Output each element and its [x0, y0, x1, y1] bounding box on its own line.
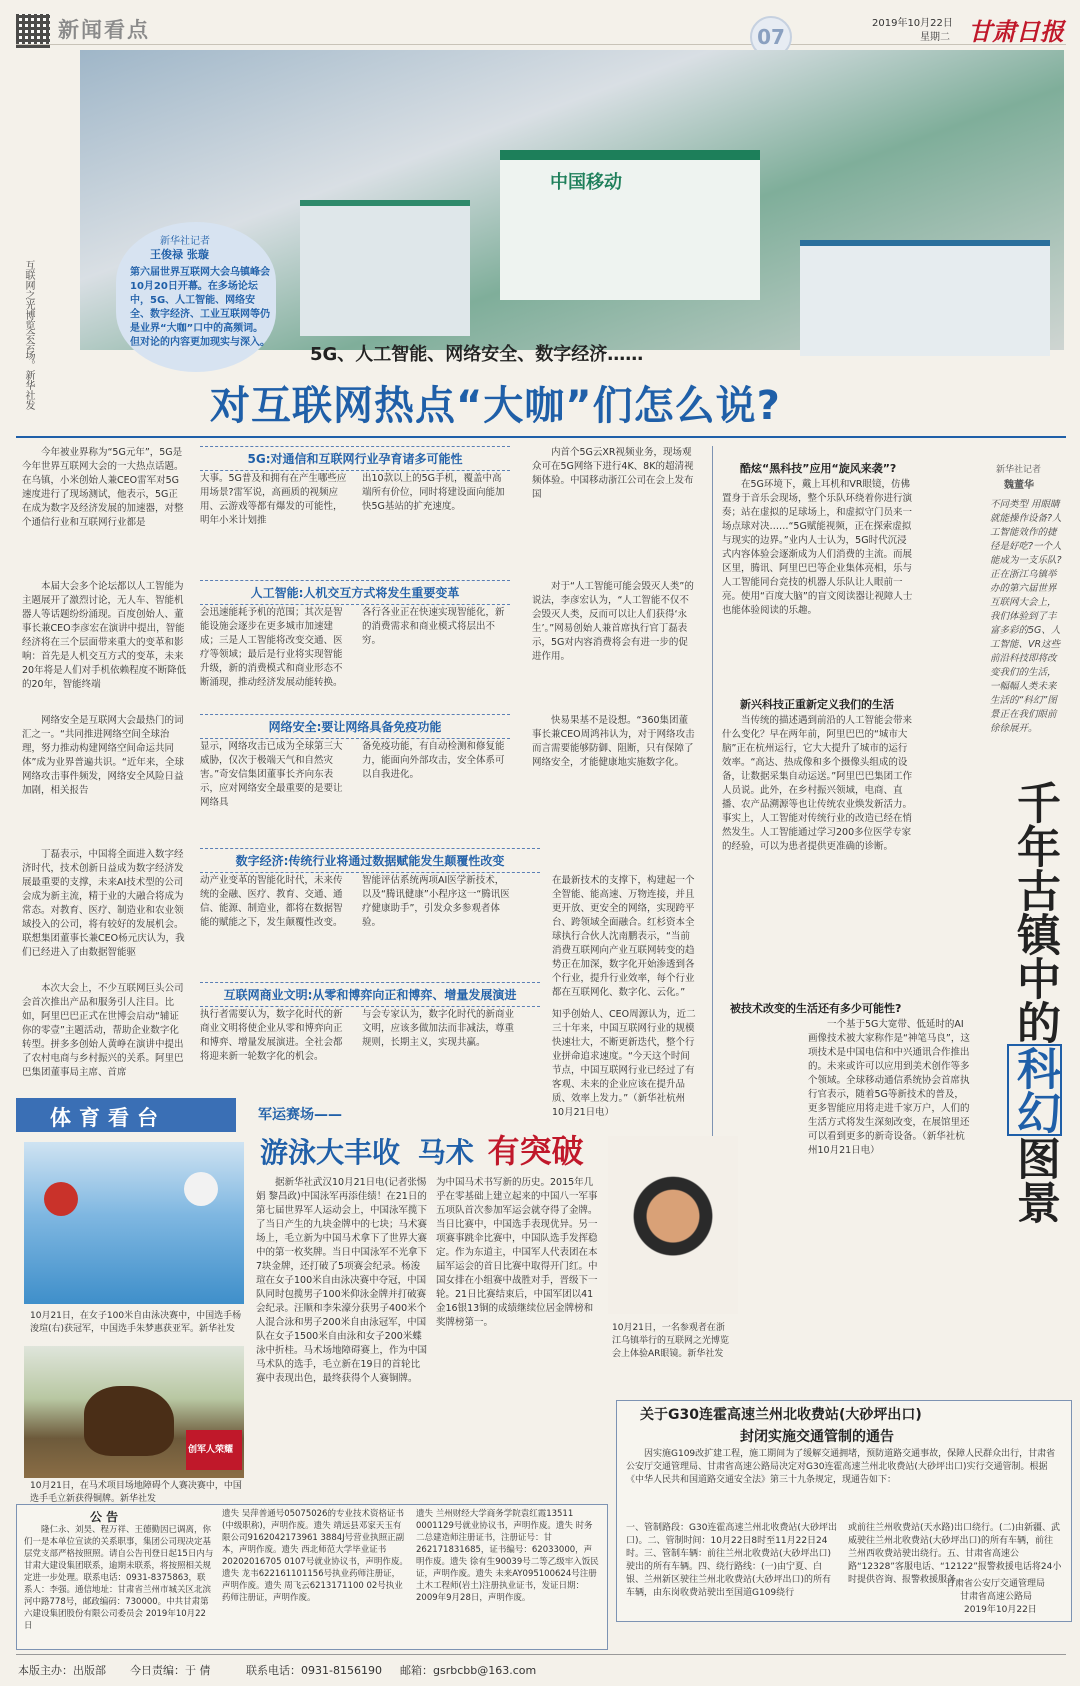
c2-band1: 大事。5G普及和拥有在产生哪些应用场景?雷军说，高画质的视频应用、云游戏等都有爆发的可能性，明年小米计划推 — [200, 473, 347, 526]
c3-band5: 与会专家认为，数字化时代的新商业文明，应该多做加法而非减法，尊重规则，长期主义，实现共赢。 — [362, 1009, 515, 1048]
masthead-logo: 甘肃日报 — [968, 17, 1064, 46]
reporter-names: 王俊禄 张璇 — [150, 248, 209, 261]
c2-band4: 动产业变革的智能化时代，未来传统的金融、医疗、教育、交通、通信、能源、制造业，都将在数据智能的赋能之下，发生颠覆性改变。 — [200, 875, 343, 928]
page-number: 07 — [757, 25, 785, 49]
booth-wall — [500, 150, 760, 300]
sports-banner — [16, 1098, 236, 1132]
c1-band1: 今年被业界称为“5G元年”，5G是今年世界互联网大会的一大热点话题。在乌镇，小米创始人兼CEO雷军对5G速度进行了现场测试，他表示，5G正在成为数字及经济发展的加速器，对整个通信行业和互联网行业都是 — [22, 447, 184, 528]
g30-sign2: 甘肃省高速公路局 — [960, 1592, 1033, 1602]
sports-col1: 据新华社武汉10月21日电(记者张惕娟 黎昌政)中国泳军再添佳绩！在21日的第七届世界军人运动会上，中国泳军揽下了当日产生的九块金牌中的七块；马术赛场上，毛立新为中国马术拿下了世界大赛中的第一枚奖牌。当日中国泳军不光拿下7块金牌，还打破了5项赛会纪录。杨浚瑄在女子100米自由泳决赛中夺冠，中国队同时包揽男子100米仰泳金牌并打破赛会纪录。汪顺和李朱濠分获男子400米个人混合泳和男子200米自由泳冠军，中国队在女子1500米自由泳和女子200米蝶泳中折桂。马术场地障碍赛上，作为中国马术队的选手，毛立新在19日的首轮比赛中表现出色，最终获得个人赛铜牌。 — [256, 1177, 428, 1384]
right-sec2-title: 新兴科技正重新定义我们的生活 — [740, 698, 894, 711]
sports-headline — [260, 1126, 584, 1172]
subhead-5g: 5G:对通信和互联网行业孕育诸多可能性 — [200, 446, 510, 471]
c4-band2: 对于“人工智能可能会毁灭人类”的说法，李彦宏认为，“人工智能不仅不会毁灭人类，反而可以让人们获得‘永生’。”网易创始人兼首席执行官丁磊表示，5G对内容消费将会有进一步的促进作用。 — [532, 581, 694, 662]
right-reporter-label: 新华社记者 — [996, 465, 1042, 475]
sports-col2: 为中国马术书写新的历史。2015年几乎在零基础上建立起来的中国八一军事五项队首次参加军运会就夺得了金牌。当日比赛中，中国选手表现优异。另一项赛事跳伞比赛中，中国队选手发挥稳定。作为东道主，中国军人代表团在本届军运会的首日比赛中取得开门红。中国女排在小组赛中战胜对手，晋级下一轮。21日比赛结束后，中国军团以41金16银13铜的成绩继续位居金牌榜和奖牌榜第一。 — [436, 1177, 598, 1328]
c2-band2: 会迅速能耗予机的范围；其次是智能设施会逐步在更多城市加速建成；三是人工智能将改变交通、医疗等领域；最后是行业将实现智能升级，新的消费模式和商业形态不断涌现，推动经济发展动能转换。 — [200, 607, 343, 688]
right-intro: 不同类型 用眼睛就能操作设备?人工智能效作的捷径是好吃?一个人能成为一支乐队?正在浙江乌镇举办的第六届世界互联网大会上，我们体验到了丰富多彩的5G、人工智能、VR这些前沿科技即将改变我们的生活，一幅幅人类未来生活的“科幻”图景正在我们眼前徐徐展开。 — [990, 499, 1062, 734]
right-sec1-title: 酷炫“黑科技”应用“旋风来袭”? — [740, 462, 897, 475]
footer-host: 本版主办：出版部 — [18, 1664, 106, 1677]
sports-headline-b: 马术 — [417, 1136, 474, 1169]
c1-band4: 丁磊表示，中国将全面进入数字经济时代，技术创新日益成为数字经济发展最重要的支撑，未来AI技术型的公司会成为新主流，精于业的大融合将成为常态。对教育、医疗、制造业和农业领域投入的公司，将有较好的发展机会。联想集团董事长兼CEO杨元庆认为，我们已经进入了由数据智能驱 — [22, 849, 185, 958]
announcement-col1: 隆仁永、刘昊、程万祥、王德勤因已调离，你们一是本单位宣读的关系职事，集团公司现决定基层党支部严格按照照。请自公告刊登日起15日内与甘肃大建设集团联系，逾期未联系，将按照相关规定进一步处理。联系电话：0931-8375863，联系人：李强。通信地址：甘肃省兰州市城关区北滨河中路778号，邮政编码：730000。中共甘肃第六建设集团股份有限公司委员会 2019年10月22日 — [24, 1525, 214, 1631]
sports-banner-text: 体育看台 — [50, 1106, 166, 1130]
c4-band3: 快易果基不是设想。“360集团董事长兼CEO周鸿祎认为，对于网络攻击而言需要能够防御、阻断，只有保障了网络安全，才能健康地实施数字化。 — [532, 715, 695, 768]
footer-phone: 联系电话：0931-8156190 — [246, 1664, 382, 1677]
c2-band3: 显示，网络攻击已成为全球第三大威胁，仅次于极端天气和自然灾害。”奇安信集团董事长齐向东表示，应对网络安全最重要的是要让网络具 — [200, 741, 343, 808]
announcement-col2: 遗失 吴萍普通号05075026的专业技术资格证书(中级职称)，声明作废。遗失 靖远县邓家天玉有限公司9162042173961 3884J号营业执照正副本，声明作废。遗失 西北师范大学毕业证书20202016705 0107号就业协议书，声明作废。遗失 龙韦622161101156号执业药师注册证，声明作废。遗失 周飞云6213171100 02号执业药师注册证，声明作废。 — [222, 1509, 408, 1603]
kicker: 5G、人工智能、网络安全、数字经济…… — [310, 344, 644, 365]
c3-band3: 备免疫功能，有自动检测和修复能力，能面向外部攻击，安全体系可以自我进化。 — [362, 741, 505, 780]
subhead-commerce: 互联网商业文明:从零和博弈向正和博弈、增量发展演进 — [200, 982, 540, 1007]
lead-text: 第六届世界互联网大会乌镇峰会10月20日开幕。在多场论坛中，5G、人工智能、网络安全、数字经济、工业互联网等仍是业界“大咖”口中的高频词。但对论的内容更加现实与深入。 — [130, 267, 270, 348]
right-sec2-text: 当传统的描述遇到前沿的人工智能会带来什么变化？早在两年前，阿里巴巴的“城市大脑”正在杭州运行，它大大提升了城市的运行效率。“高达、热成像和多个摄像头组成的设备，让数据采集自动运送。”阿里巴巴集团工作人员说。此外，在乡村振兴领域，电商、直播、农产品溯源等也让传统农业焕发新活力。事实上，人工智能对传统行业的改造已经在悄然发生。人工智能通过学习200多位医学专家的经验，可以为患者提供更准确的诊断。 — [722, 715, 913, 852]
vertical-title-pre: 千年古镇中的 — [1009, 780, 1060, 1044]
c1-band5: 本次大会上，不少互联网巨头公司会首次推出产品和服务引人注目。比如，阿里巴巴正式在世博会启动“辅证你的零壹”主题活动，帮助企业数字化转型。拼多多创始人黄峥在演讲中提出了农村电商与乡村振兴的关系。阿里巴巴集团董事局主席、首席 — [22, 983, 184, 1078]
vertical-title — [980, 780, 1060, 1224]
footer-email: 邮箱：gsrbcbb@163.com — [400, 1664, 537, 1677]
c4-band5: 知乎创始人、CEO周源认为，近二三十年来，中国互联网行业的规模快速壮大，不断更新迭代，整个行业拼命追求速度。“今天这个时间节点，中国互联网行业已经过了有客观、未来的企业应该在提升品质、效率上发力。”（新华社杭州10月21日电） — [552, 1009, 696, 1118]
header-rule — [16, 44, 1066, 45]
qr-code[interactable] — [16, 14, 50, 48]
announcement-title: 公 告 — [90, 1510, 119, 1524]
headline-rule — [16, 436, 1066, 438]
right-reporter-name: 魏董华 — [1004, 480, 1034, 491]
pool-photo — [24, 1142, 244, 1304]
subhead-security: 网络安全:要让网络具备免疫功能 — [200, 714, 510, 739]
g30-title: 关于G30连霍高速兰州北收费站(大砂坪出口) — [640, 1407, 922, 1423]
section-title: 新闻看点 — [58, 18, 150, 42]
c4-band4: 在最新技术的支撑下，构建起一个全智能、能高速、万物连接，并且更开放、更安全的网络，实现跨平台、跨领域全面融合。红杉资本全球执行合伙人沈南鹏表示，“当前消费互联网向产业互联网转变的趋势正在加深，数字化开始渗透到各个行业，提升行业效率，每个行业都在互联网化、数字化、云化。” — [552, 875, 695, 998]
booth-left — [300, 200, 470, 336]
horse-photo — [24, 1346, 244, 1478]
issue-weekday: 星期二 — [920, 32, 950, 43]
c3-band2: 各行各业正在快速实现智能化，新的消费需求和商业模式将层出不穷。 — [362, 607, 505, 646]
right-sec3-title: 被技术改变的生活还有多少可能性? — [730, 1002, 902, 1015]
sports-headline-a: 游泳大丰收 — [260, 1136, 401, 1169]
announcement-col3: 遗失 兰州财经大学商务学院袁红霞13511 0001129号就业协议书，声明作废。遗失 时务二总建造师注册证书，注册证号：甘262171831685，证书编号：62033000，声明作废。遗失 徐有生90039号二等乙级牢入饭民证，声明作废。遗失 未来AY095100624号注册土木工程师(岩土)注册执业证书，发证日期：2009年9月28日，声明作废。 — [416, 1509, 599, 1603]
g30-items-left: 一、管制路段：G30连霍高速兰州北收费站(大砂坪出口)。二、管制时间：10月22日8时至11月22日24时。三、管制车辆：前往兰州北收费站(大砂坪出口)驶出的所有车辆。四、绕行路线：(一)由宁夏、白银、兰州新区驶往兰州北收费站(大砂坪出口)的所有车辆，由东岗收费站驶出至国道G109绕行 — [626, 1523, 837, 1598]
g30-sign1: 甘肃省公安厅交通管理局 — [946, 1579, 1046, 1589]
g30-intro: 因实施G109改扩建工程，施工期间为了缓解交通拥堵，预防道路交通事故，保障人民群众出行，甘肃省公安厅交通管理局、甘肃省高速公路局决定对G30连霍高速兰州北收费站(大砂坪出口)实行交通管制。根据《中华人民共和国道路交通安全法》第三十九条规定，现通告如下： — [626, 1449, 1056, 1485]
booth-right — [800, 240, 1050, 356]
c3-band4: 智能评估系统两项AI医学新技术，以及“腾讯健康”小程序这一“腾讯医疗健康助手”，引发众多参观者体验。 — [362, 875, 510, 928]
horse-caption: 10月21日，在马术项目场地障碍个人赛决赛中，中国选手毛立新获得铜牌。新华社发 — [30, 1481, 242, 1504]
g30-items-right: 或前往兰州收费站(天水路)出口绕行。(二)由新疆、武威驶往兰州北收费站(大砂坪出口)的所有车辆，前往兰州西收费站驶出绕行。五、甘肃省高速公路“12328”客服电话、“12122”报警救援电话将24小时提供咨询、报警救援服务。 — [848, 1523, 1062, 1585]
c4-band1: 内首个5G云XR视频业务，现场观众可在5G网络下进行4K、8K的超清视频体验。中国移动浙江公司在会上发布国 — [532, 447, 694, 500]
swimmer-left — [44, 1182, 78, 1216]
c3-band1: 出10款以上的5G手机，覆盖中高端所有价位，同时将建设面向能加快5G基站的扩充速度。 — [362, 473, 505, 512]
side-caption: 互联网之光博览会会场。新华社发 — [23, 260, 34, 410]
swimmer-right — [184, 1172, 218, 1206]
vertical-title-em: 科幻 — [1009, 1046, 1060, 1134]
vr-caption: 10月21日，一名参观者在浙江乌镇举行的互联网之光博览会上体验AR眼镜。新华社发 — [612, 1323, 730, 1359]
subhead-ai: 人工智能:人机交互方式将发生重要变革 — [200, 580, 510, 605]
vertical-title-post: 图景 — [1009, 1136, 1060, 1224]
issue-date: 2019年10月22日 — [872, 18, 953, 29]
reporter-label: 新华社记者 — [160, 236, 210, 247]
footer-rule — [16, 1654, 1066, 1655]
c2-band5: 执行者需要认为，数字化时代的新商业文明将使企业从零和博弈向正和博弈、增量发展演进。全社会都将迎来新一轮数字化的机会。 — [200, 1009, 343, 1062]
right-sec3-text: 一个基于5G大宽带、低延时的AI画像技术被大家称作是“神笔马良”，这项技术是中国电信和中兴通讯合作推出的。未来或许可以应用到美术创作等多个领域。全球移动通信系统协会首席执行官表示，随着5G等新技术的普及，更多智能应用将走进千家万户，人们的生活方式将发生深刻改变，在展馆里还可以看到更多的新奇设备。（新华社杭州10月21日电） — [808, 1019, 970, 1156]
c1-band2: 本届大会多个论坛都以人工智能为主题展开了激烈讨论，无人车、智能机器人等话题纷纷涌现。百度创始人、董事长兼CEO李彦宏在演讲中提出，智能经济将在三个层面带来重大的变革和影响：首先是人机交互方式的变革，未来20年将是人们对手机依赖程度不断降低的20年，智能终端 — [22, 581, 187, 690]
sign-text: 创军人荣耀 — [188, 1445, 234, 1455]
right-sec1-text: 在5G环境下，戴上耳机和VR眼镜，仿佛置身于音乐会现场，整个乐队环绕着你进行演奏；站在虚拟的足球场上，和虚拟守门员来一场点球对决……“5G赋能视频，正在探索虚拟与现实的边界。”业内人士认为，5G时代沉浸式内容体验会逐渐成为人们消费的主流。而展区里，腾讯、阿里巴巴等企业集体亮相，乐与人工智能同台竞技的机器人乐队让人眼前一亮。使用“百度大脑”的盲文阅读器让视障人士也能体验阅读的乐趣。 — [722, 479, 913, 616]
subhead-digital: 数字经济:传统行业将通过数据赋能发生颠覆性改变 — [200, 848, 540, 873]
c1-band3: 网络安全是互联网大会最热门的词汇之一。“共同推进网络空间全球治理，努力推动构建网络空间命运共同体”成为业界普遍共识。“近年来，全球网络攻击事件频发，网络安全风险日益加剧，相关报告 — [22, 715, 184, 796]
sports-kicker: 军运赛场—— — [258, 1107, 342, 1123]
footer-editor: 今日责编：于 倩 — [130, 1664, 211, 1677]
horse-shape — [84, 1386, 174, 1456]
pool-caption: 10月21日，在女子100米自由泳决赛中，中国选手杨浚瑄(右)获冠军，中国选手朱梦惠获亚军。新华社发 — [30, 1311, 242, 1334]
sports-headline-c: 有突破 — [487, 1132, 584, 1170]
booth-sign: 中国移动 — [550, 172, 622, 193]
headline: 对互联网热点“大咖”们怎么说? — [210, 383, 781, 429]
g30-date: 2019年10月22日 — [964, 1605, 1037, 1615]
vr-photo — [608, 1136, 738, 1314]
g30-title2: 封闭实施交通管制的通告 — [740, 1429, 894, 1445]
